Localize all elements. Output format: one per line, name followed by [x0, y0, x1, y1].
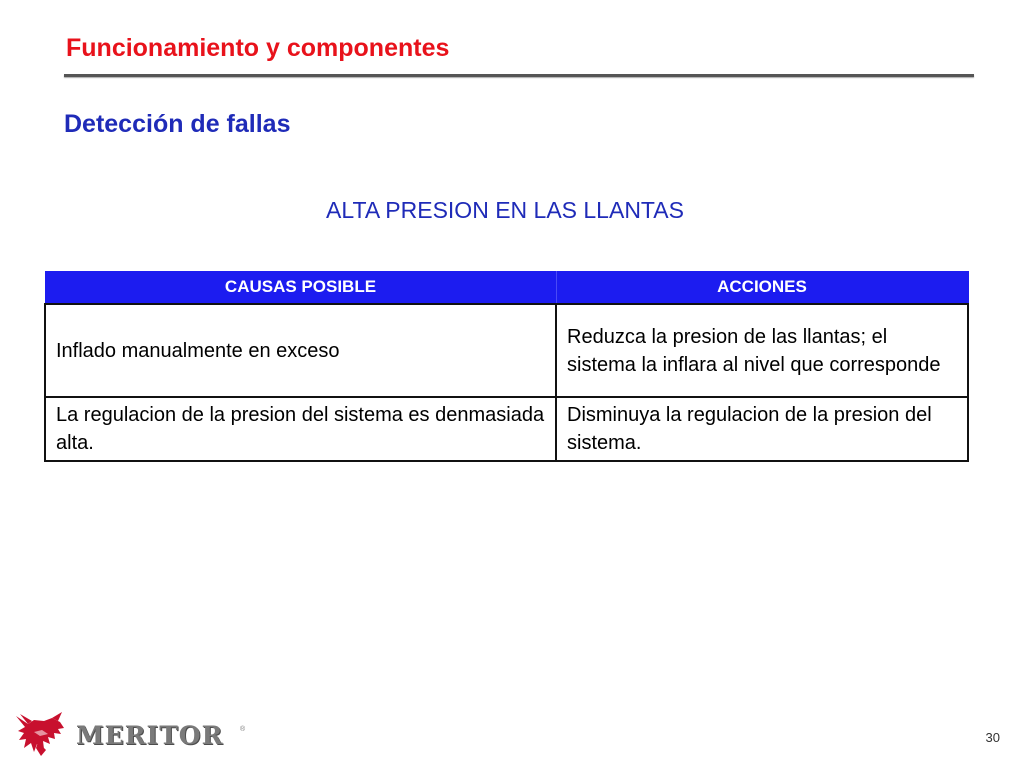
action-cell: Reduzca la presion de las llantas; el sistema la inflara al nivel que corresponde — [556, 304, 968, 397]
meritor-logo — [14, 712, 244, 760]
logo-registered-mark: ® — [240, 726, 246, 733]
table-row — [45, 397, 968, 461]
section-heading: ALTA PRESION EN LAS LLANTAS — [326, 197, 684, 223]
header-actions: ACCIONES — [556, 271, 968, 304]
cause-cell: La regulacion de la presion del sistema es denmasiada alta. — [45, 397, 556, 461]
table-header-row — [45, 271, 968, 304]
fault-table — [44, 271, 969, 462]
title-divider — [64, 74, 974, 77]
header-causes: CAUSAS POSIBLE — [45, 271, 556, 304]
page-number: 30 — [985, 730, 1000, 745]
cause-cell: Inflado manualmente en exceso — [45, 304, 556, 397]
bull-icon — [14, 712, 72, 758]
slide-title: Funcionamiento y componentes — [66, 34, 450, 62]
logo-wordmark: MERITOR — [76, 721, 224, 750]
slide-subtitle: Detección de fallas — [64, 110, 291, 138]
action-cell: Disminuya la regulacion de la presion del sistema. — [556, 397, 968, 461]
table-row — [45, 304, 968, 397]
